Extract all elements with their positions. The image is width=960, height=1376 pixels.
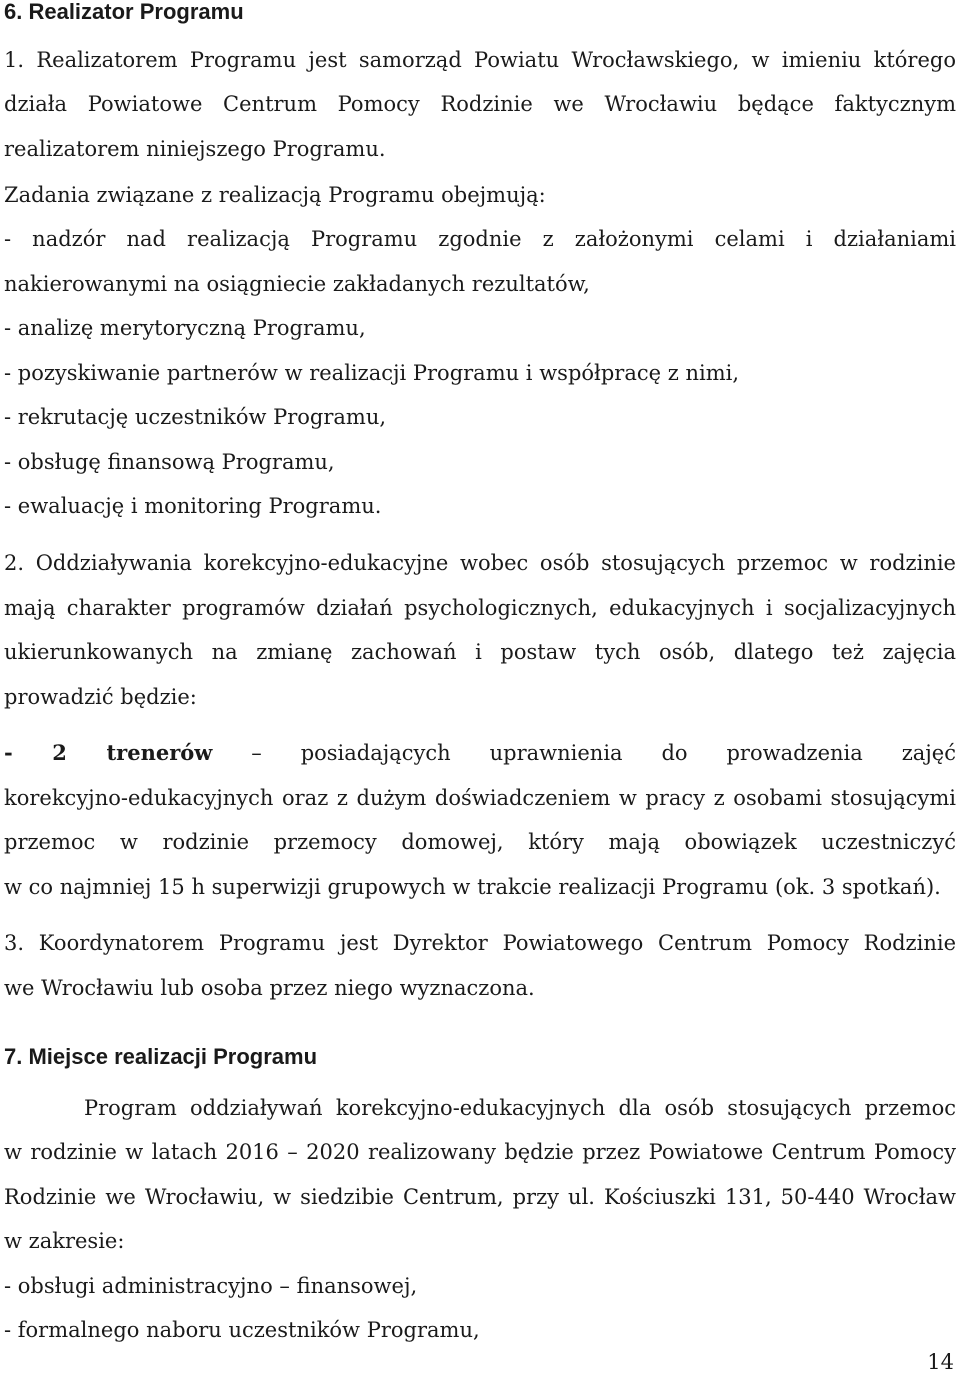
- trainers-line: [4, 739, 956, 767]
- task-item-continuation: nakierowanymi na osiągniecie zakładanych rezultatów,: [4, 272, 590, 296]
- paragraph-1-line: realizatorem niniejszego Programu.: [4, 137, 386, 161]
- task-item: - nadzór nad realizacją Programu zgodnie z założonymi celami i działaniami: [4, 227, 956, 251]
- trainers-line: korekcyjno-edukacyjnych oraz z dużym doświadczeniem w pracy z osobami stosującymi: [4, 786, 956, 810]
- paragraph-2-line: 2. Oddziaływania korekcyjno-edukacyjne wobec osób stosujących przemoc w rodzinie: [4, 551, 956, 575]
- section-7-paragraph-line: w zakresie:: [4, 1229, 125, 1253]
- task-item: - pozyskiwanie partnerów w realizacji Programu i współpracę z nimi,: [4, 361, 739, 385]
- paragraph-3-line: we Wrocławiu lub osoba przez niego wyznaczona.: [4, 976, 535, 1000]
- trainers-line: przemoc w rodzinie przemocy domowej, który mają obowiązek uczestniczyć: [4, 830, 956, 854]
- trainers-line: w co najmniej 15 h superwizji grupowych w trakcie realizacji Programu (ok. 3 spotkań).: [4, 875, 941, 899]
- section-7-paragraph-line: w rodzinie w latach 2016 – 2020 realizowany będzie przez Powiatowe Centrum Pomocy: [4, 1140, 956, 1164]
- trainers-description: – posiadających uprawnienia do prowadzenia zajęć: [212, 741, 956, 765]
- section-7-item: - obsługi administracyjno – finansowej,: [4, 1274, 418, 1298]
- paragraph-2-line: prowadzić będzie:: [4, 685, 197, 709]
- paragraph-1-line: działa Powiatowe Centrum Pomocy Rodzinie we Wrocławiu będące faktycznym: [4, 92, 956, 116]
- task-item: - rekrutację uczestników Programu,: [4, 405, 387, 429]
- section-7-paragraph-line: Program oddziaływań korekcyjno-edukacyjnych dla osób stosujących przemoc: [84, 1096, 956, 1120]
- task-item: - analizę merytoryczną Programu,: [4, 316, 366, 340]
- section-7-paragraph-line: Rodzinie we Wrocławiu, w siedzibie Centrum, przy ul. Kościuszki 131, 50-440 Wrocław: [4, 1185, 956, 1209]
- paragraph-2-line: ukierunkowanych na zmianę zachowań i postaw tych osób, dlatego też zajęcia: [4, 640, 956, 664]
- section-6-heading: 6. Realizator Programu: [4, 0, 244, 24]
- section-7-heading: 7. Miejsce realizacji Programu: [4, 1044, 318, 1069]
- tasks-intro: Zadania związane z realizacją Programu obejmują:: [4, 183, 546, 207]
- trainers-prefix: -: [4, 740, 53, 765]
- task-item: - obsługę finansową Programu,: [4, 450, 335, 474]
- trainers-count: 2 trenerów: [52, 740, 213, 765]
- paragraph-3-line: 3. Koordynatorem Programu jest Dyrektor Powiatowego Centrum Pomocy Rodzinie: [4, 931, 956, 955]
- task-item: - ewaluację i monitoring Programu.: [4, 494, 382, 518]
- paragraph-2-line: mają charakter programów działań psychologicznych, edukacyjnych i socjalizacyjnych: [4, 596, 956, 620]
- paragraph-1-line: 1. Realizatorem Programu jest samorząd Powiatu Wrocławskiego, w imieniu którego: [4, 48, 956, 72]
- section-7-item: - formalnego naboru uczestników Programu,: [4, 1318, 480, 1342]
- page-number: 14: [927, 1350, 954, 1374]
